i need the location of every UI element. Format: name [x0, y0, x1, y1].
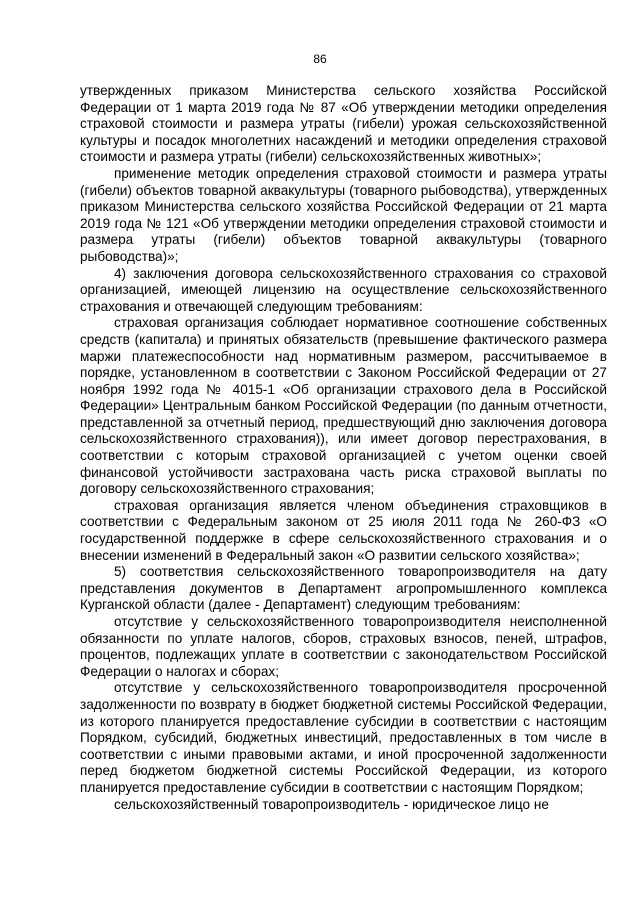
paragraph: утвержденных приказом Министерства сельского хозяйства Российской Федерации от 1 марта 2019 года № 87 «Об утверждении методики определения страховой стоимости и размера утраты (гибели) урожая сельскохозяйственной культуры и посадок многолетних насаждений и методики определения страховой стоимости и размера утраты (гибели) сельскохозяйственных животных»; — [80, 83, 607, 165]
paragraph: страховая организация является членом объединения страховщиков в соответствии с Федеральным законом от 25 июля 2011 года № 260-ФЗ «О государственной поддержке в сфере сельскохозяйственного страхования и о внесении изменений в Федеральный закон «О развитии сельского хозяйства»; — [80, 497, 607, 563]
paragraph: 4) заключения договора сельскохозяйственного страхования со страховой организацией, имеющей лицензию на осуществление сельскохозяйственного страхования и отвечающей следующим требованиям: — [80, 265, 607, 314]
document-body — [80, 83, 607, 813]
paragraph: сельскохозяйственный товаропроизводитель - юридическое лицо не — [114, 796, 549, 812]
paragraph: отсутствие у сельскохозяйственного товаропроизводителя неисполненной обязанности по уплате налогов, сборов, страховых взносов, пеней, штрафов, процентов, подлежащих уплате в соответствии с законодательством Российской Федерации о налогах и сборах; — [80, 614, 607, 679]
page-number: 86 — [313, 52, 327, 66]
paragraph: страховая организация соблюдает нормативное соотношение собственных средств (капитала) и принятых обязательств (превышение фактического размера маржи платежеспособности над нормативным размером, рассчитываемое в порядке, установленном в соответствии с Законом Российской Федерации от 27 ноября 1992 года № 4015-1 «Об организации страхового дела в Российской Федерации» Центральным банком Российской Федерации (по данным отчетности, представленной за отчетный период, предшествующий дню заключения договора сельскохозяйственного страхования)), или имеет договор перестрахования, в соответствии с которым страховой организацией с учетом оценки своей финансовой устойчивости застрахована часть риска страховой выплаты по договору сельскохозяйственного страхования; — [80, 315, 607, 497]
paragraph: применение методик определения страховой стоимости и размера утраты (гибели) объектов товарной аквакультуры (товарного рыбоводства), утвержденных приказом Министерства сельского хозяйства Российской Федерации от 21 марта 2019 года № 121 «Об утверждении методики определения страховой стоимости и размера утраты (гибели) объектов товарной аквакультуры (товарного рыбоводства)»; — [80, 165, 607, 264]
paragraph: 5) соответствия сельскохозяйственного товаропроизводителя на дату представления документов в Департамент агропромышленного комплекса Курганской области (далее - Департамент) следующим требованиям: — [80, 564, 607, 613]
paragraph: отсутствие у сельскохозяйственного товаропроизводителя просроченной задолженности по возврату в бюджет бюджетной системы Российской Федерации, из которого планируется предоставление субсидии в соответствии с настоящим Порядком, субсидий, бюджетных инвестиций, предоставленных в том числе в соответствии с иными правовыми актами, и иной просроченной задолженности перед бюджетом бюджетной системы Российской Федерации, из которого планируется предоставление субсидии в соответствии с настоящим Порядком; — [80, 680, 607, 795]
